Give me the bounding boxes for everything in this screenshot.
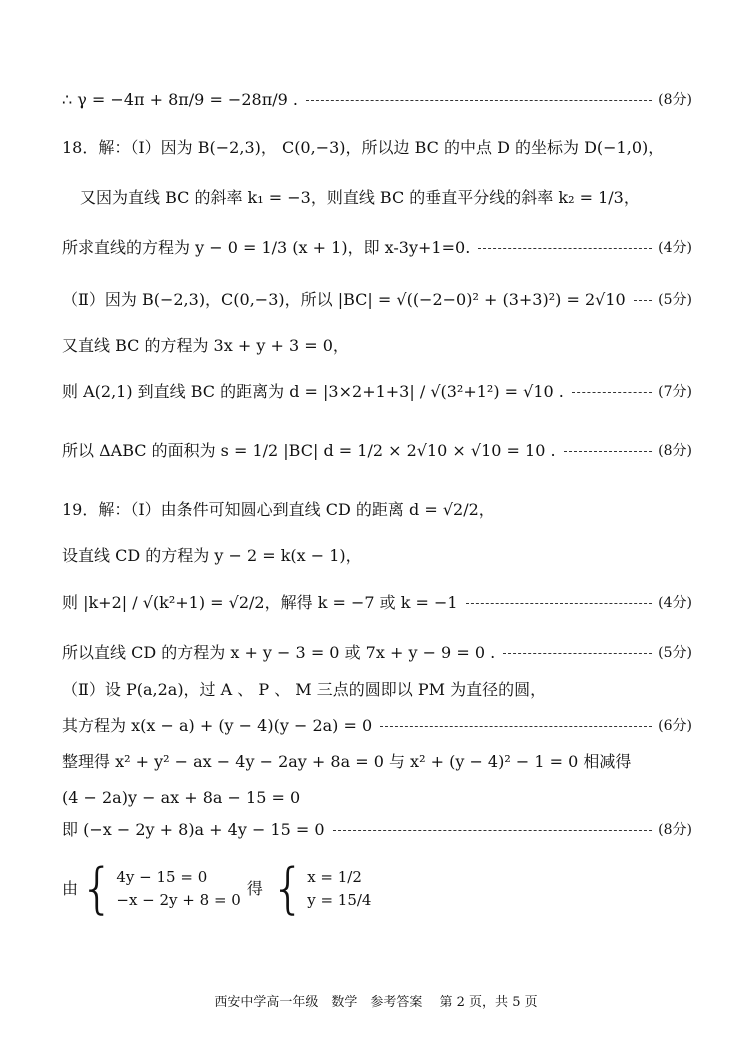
score-points: (8分)	[658, 443, 692, 459]
q19-line-8	[62, 790, 692, 806]
q18-text-1: 18．解：（Ⅰ）因为 B(−2,3)， C(0,−3)，所以边 BC 的中点 D 的坐标为 D(−1,0)，	[62, 138, 665, 157]
q17-final-expression: ∴ γ = −4π + 8π/9 = −28π/9 .	[62, 90, 298, 109]
q18-line-7	[62, 443, 692, 459]
q19-text-8: (4 − 2a)y − ax + 8a − 15 = 0	[62, 788, 301, 807]
system-1	[116, 870, 240, 908]
q19-text-4: 所以直线 CD 的方程为 x + y − 3 = 0 或 7x + y − 9 = 0 .	[62, 643, 496, 662]
q18-line-3	[62, 240, 692, 256]
score-points: (5分)	[658, 292, 692, 308]
q19-text-3: 则 |k+2| / √(k²+1) = √2/2，解得 k = −7 或 k = −1	[62, 593, 458, 612]
q17-final-line	[62, 92, 692, 108]
leader-dots	[333, 830, 653, 831]
q19-text-7: 整理得 x² + y² − ax − 4y − 2ay + 8a = 0 与 x² + (y − 4)² − 1 = 0 相减得	[62, 752, 632, 771]
q18-text-4: （Ⅱ）因为 B(−2,3)，C(0,−3)，所以 |BC| = √((−2−0)² + (3+3)²) = 2√10	[62, 290, 626, 309]
system-2-eq-2: y = 15/4	[307, 891, 372, 909]
q19-text-9: 即 (−x − 2y + 8)a + 4y − 15 = 0	[62, 820, 325, 839]
q18-text-6: 则 A(2,1) 到直线 BC 的距离为 d = |3×2+1+3| / √(3²+1²) = √10 .	[62, 382, 564, 401]
score-points: (5分)	[658, 645, 692, 661]
q18-text-5: 又直线 BC 的方程为 3x + y + 3 = 0，	[62, 336, 349, 355]
system-2-eq-1: x = 1/2	[307, 868, 362, 886]
leader-dots	[572, 392, 652, 393]
q18-line-5	[62, 338, 692, 354]
page-footer: 西安中学高一年级 数学 参考答案 第 2 页，共 5 页	[214, 995, 538, 1010]
q19-text-6: 其方程为 x(x − a) + (y − 4)(y − 2a) = 0	[62, 716, 373, 735]
score-points: (4分)	[658, 595, 692, 611]
q18-line-4	[62, 292, 692, 308]
score-points: (4分)	[658, 240, 692, 256]
q19-line-7	[62, 754, 692, 770]
q18-text-7: 所以 ΔABC 的面积为 s = 1/2 |BC| d = 1/2 × 2√10 × √10 = 10 .	[62, 441, 556, 460]
q19-line-2	[62, 548, 692, 564]
q19-line-5	[62, 682, 692, 698]
q18-line-6	[62, 384, 692, 400]
q19-line-3	[62, 595, 692, 611]
leader-dots	[478, 248, 652, 249]
system-2	[307, 870, 371, 908]
q18-text-2: 又因为直线 BC 的斜率 k₁ = −3，则直线 BC 的垂直平分线的斜率 k₂ = 1/3，	[80, 188, 640, 207]
system-1-eq-2: −x − 2y + 8 = 0	[116, 891, 241, 909]
system-1-eq-1: 4y − 15 = 0	[116, 868, 208, 886]
q18-text-3: 所求直线的方程为 y − 0 = 1/3 (x + 1)，即 x-3y+1=0.	[62, 238, 471, 257]
leader-dots	[564, 451, 653, 452]
q19-line-6	[62, 718, 692, 734]
score-points: (6分)	[658, 718, 692, 734]
system-prefix: 由	[62, 879, 79, 898]
system-middle: 得	[246, 879, 263, 898]
q19-text-5: （Ⅱ）设 P(a,2a)，过 A 、 P 、 M 三点的圆即以 PM 为直径的圆，	[62, 680, 547, 699]
score-points: (7分)	[658, 384, 692, 400]
leader-dots	[380, 726, 652, 727]
q18-line-2	[80, 190, 692, 206]
q19-line-4	[62, 645, 692, 661]
score-points: (8分)	[658, 92, 692, 108]
q18-line-1	[62, 140, 692, 156]
left-brace: {	[270, 857, 306, 920]
q19-line-9	[62, 822, 692, 838]
leader-dots	[503, 653, 652, 654]
q19-text-1: 19．解：（Ⅰ）由条件可知圆心到直线 CD 的距离 d = √2/2，	[62, 500, 495, 519]
left-brace: {	[80, 857, 115, 920]
q19-text-2: 设直线 CD 的方程为 y − 2 = k(x − 1)，	[62, 546, 362, 565]
q19-system-line	[62, 857, 692, 920]
q19-line-1	[62, 502, 692, 518]
leader-dots	[634, 300, 652, 301]
leader-dots	[466, 603, 653, 604]
leader-dots	[306, 100, 652, 101]
score-points: (8分)	[658, 822, 692, 838]
